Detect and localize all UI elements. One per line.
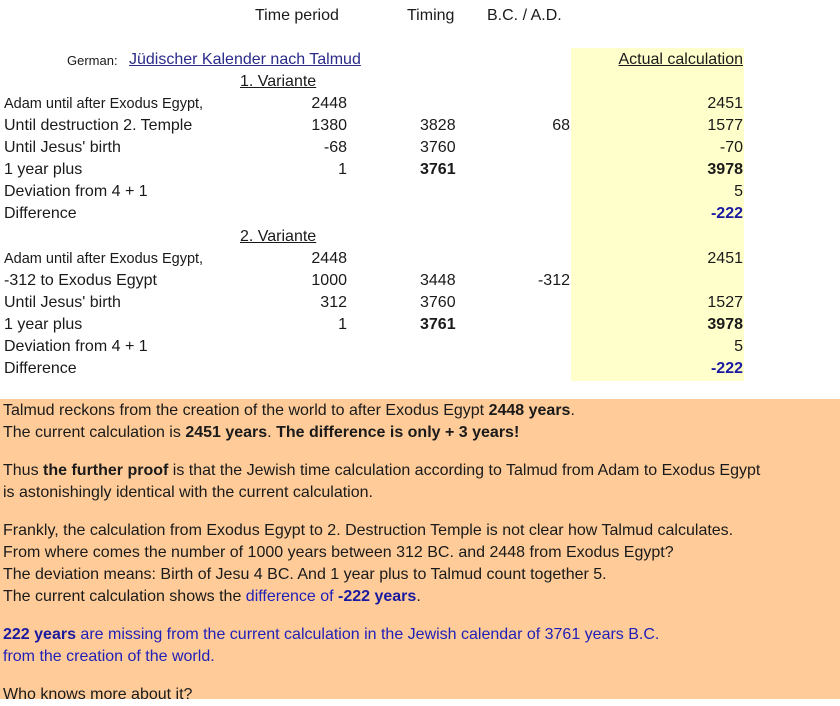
note-line: Thus the further proof is that the Jewish time calculation according to Talmud from Adam to Exodus Egypt: [3, 462, 761, 479]
time-period-cell: 2448: [311, 250, 347, 267]
table-row: [0, 115, 840, 137]
header-time-period: Time period: [255, 7, 339, 24]
row-label: 1 year plus: [4, 161, 83, 178]
table-row: [0, 159, 840, 181]
variant2-title-row: [0, 226, 840, 248]
german-label: German:: [67, 53, 118, 68]
actual-cell: 2451: [707, 250, 743, 267]
row-label: Adam until after Exodus Egypt,: [4, 251, 204, 267]
note-line: The current calculation shows the difference of -222 years.: [3, 588, 421, 605]
row-label: Until destruction 2. Temple: [4, 117, 193, 134]
row-label: Difference: [4, 360, 77, 377]
closing-question: Who knows more about it?: [3, 686, 193, 703]
actual-cell: 2451: [707, 95, 743, 112]
time-period-cell: 1380: [311, 117, 347, 134]
header-bc-ad: B.C. / A.D.: [487, 7, 562, 24]
note-line: The current calculation is 2451 years. The difference is only + 3 years!: [3, 424, 520, 441]
german-calendar-link[interactable]: Jüdischer Kalender nach Talmud: [129, 51, 361, 68]
header-timing: Timing: [407, 7, 455, 24]
table-row: [0, 358, 840, 380]
row-label: Adam until after Exodus Egypt,: [4, 96, 204, 112]
actual-calculation-header: Actual calculation: [618, 51, 743, 68]
table-row: [0, 203, 840, 225]
row-label: Until Jesus' birth: [4, 294, 121, 311]
difference-value: -222: [710, 360, 743, 377]
notes-box: [0, 399, 840, 703]
table-row: [0, 292, 840, 314]
actual-cell: 3978: [707, 161, 743, 178]
variant2-title: 2. Variante: [240, 228, 317, 245]
variant1-title-row: [0, 71, 840, 93]
bc-ad-cell: 68: [552, 117, 570, 134]
note-line: from the creation of the world.: [3, 648, 215, 665]
note-line: The deviation means: Birth of Jesu 4 BC. And 1 year plus to Talmud count together 5.: [3, 566, 607, 583]
time-period-cell: 1000: [311, 272, 347, 289]
actual-cell: 5: [734, 183, 743, 200]
timing-cell: 3761: [420, 161, 456, 178]
actual-cell: 1527: [707, 294, 743, 311]
note-line: is astonishingly identical with the current calculation.: [3, 484, 373, 501]
table-row: [0, 137, 840, 159]
timing-cell: 3448: [420, 272, 456, 289]
time-period-cell: 1: [338, 316, 347, 333]
time-period-cell: 2448: [311, 95, 347, 112]
bc-ad-cell: -312: [537, 272, 570, 289]
row-label: Deviation from 4 + 1: [4, 183, 148, 200]
table-row: [0, 93, 840, 115]
table-row: [0, 314, 840, 336]
actual-cell: 5: [734, 338, 743, 355]
row-label: Deviation from 4 + 1: [4, 338, 148, 355]
note-line: Frankly, the calculation from Exodus Egypt to 2. Destruction Temple is not clear how Talmud calculates.: [3, 522, 734, 539]
timing-cell: 3760: [420, 139, 456, 156]
variant1-title: 1. Variante: [240, 73, 317, 90]
row-label: 1 year plus: [4, 316, 83, 333]
table-row: [0, 270, 840, 292]
actual-cell: -70: [719, 139, 743, 156]
row-label: Difference: [4, 205, 77, 222]
table-row: [0, 336, 840, 358]
row-label: Until Jesus' birth: [4, 139, 121, 156]
difference-value: -222: [710, 205, 743, 222]
note-line: From where comes the number of 1000 years between 312 BC. and 2448 from Exodus Egypt?: [3, 544, 674, 561]
timing-cell: 3761: [420, 316, 456, 333]
title-row: [0, 49, 840, 71]
row-label: -312 to Exodus Egypt: [4, 272, 157, 289]
note-line: 222 years are missing from the current calculation in the Jewish calendar of 3761 years B.C.: [3, 626, 660, 643]
note-line: Talmud reckons from the creation of the world to after Exodus Egypt 2448 years.: [3, 402, 575, 419]
actual-cell: 3978: [707, 316, 743, 333]
table-row: [0, 248, 840, 270]
timing-cell: 3760: [420, 294, 456, 311]
actual-cell: 1577: [707, 117, 743, 134]
timing-cell: 3828: [420, 117, 456, 134]
time-period-cell: -68: [323, 139, 347, 156]
time-period-cell: 1: [338, 161, 347, 178]
time-period-cell: 312: [320, 294, 347, 311]
table-row: [0, 181, 840, 203]
